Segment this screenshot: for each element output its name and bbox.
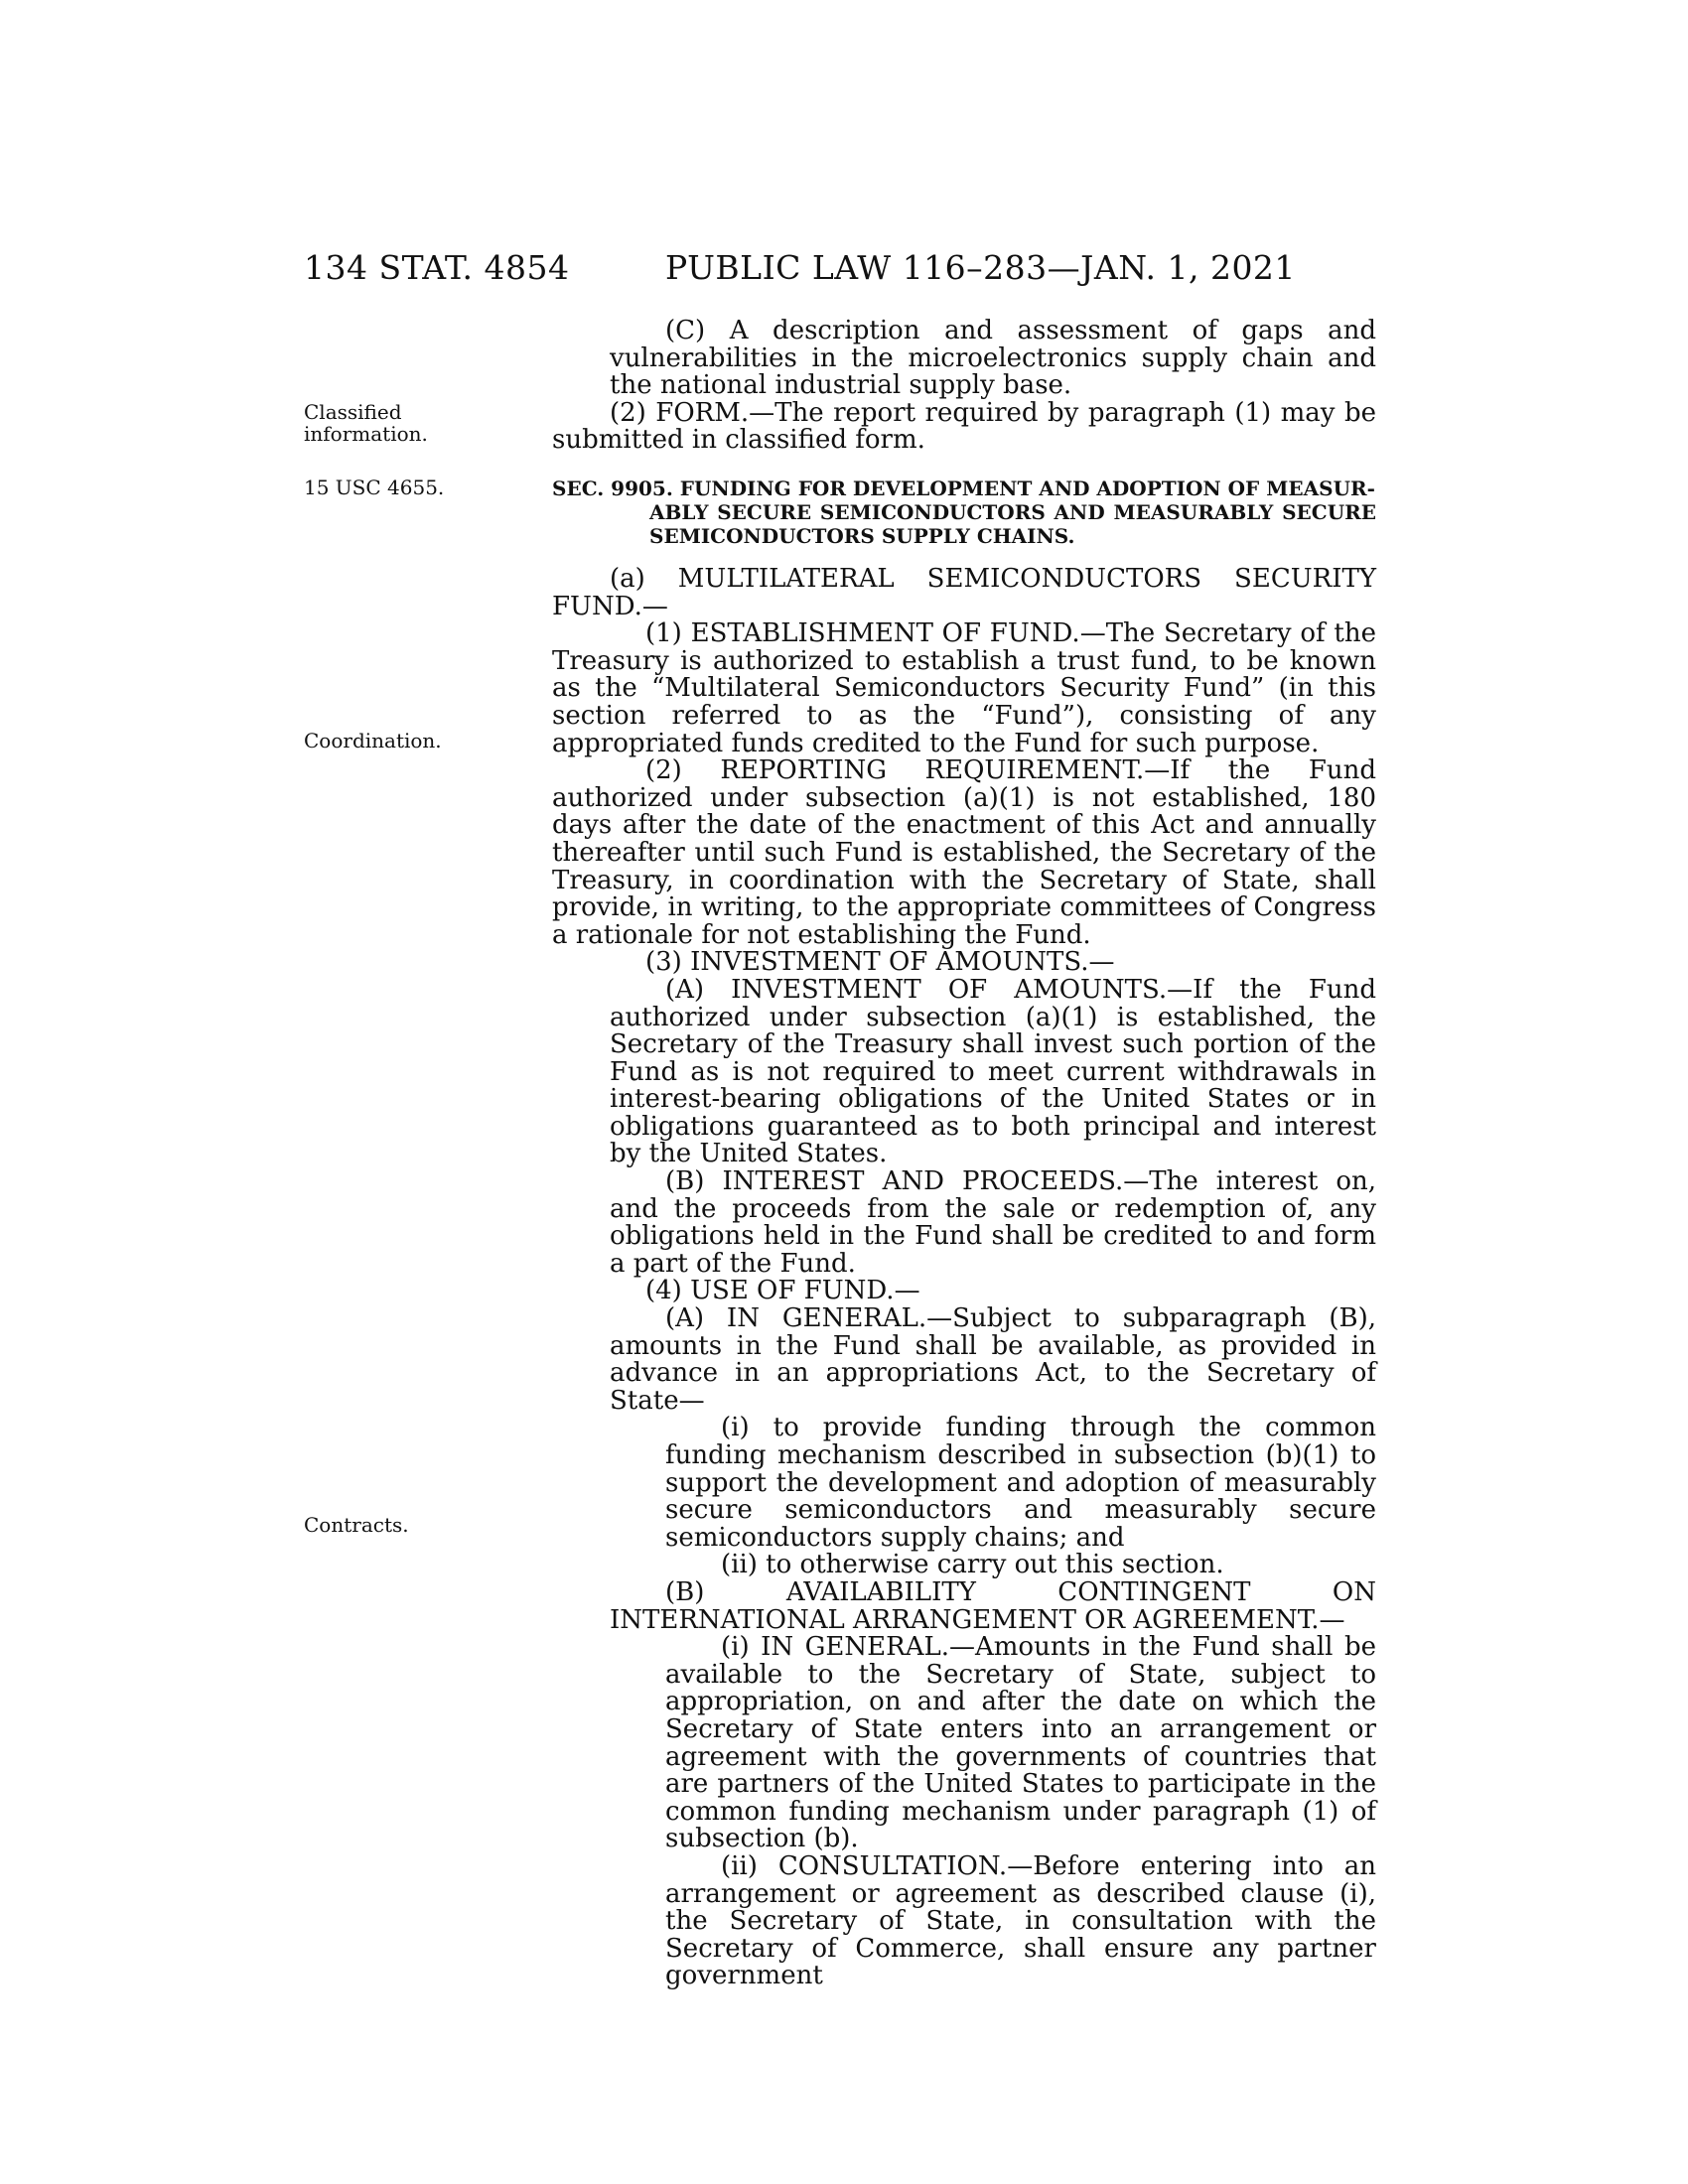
paragraph-a3: (3) INVESTMENT OF AMOUNTS.— [645, 947, 1115, 978]
paragraph-a1: (1) ESTABLISHMENT OF FUND.—The Secretary of the Treasury is authorized to establish a trust fund, to be known as the “Multilateral Semiconductors Security Fund” (in this section referred to as the “Fund”), consisting of any appropriated funds credited to the Fund for such purpose. [552, 618, 1376, 758]
section-heading-line2: ABLY SECURE SEMICONDUCTORS AND MEASURABLY SECURE SEMICONDUCTORS SUPPLY CHAINS. [649, 500, 1376, 548]
margin-note-coordination: Coordination. [304, 729, 442, 752]
section-heading-line1: SEC. 9905. FUNDING FOR DEVELOPMENT AND ADOPTION OF MEASUR- [552, 477, 1375, 500]
paragraph-a2: (2) REPORTING REQUIREMENT.—If the Fund authorized under subsection (a)(1) is not established, 180 days after the date of the enactment of this Act and annually thereafter until such Fund is established, the Secretary of the Treasury, in coordination with the Secretary of State, shall provide, in writing, to the appropriate committees of Congress a rationale for not establishing the Fund. [552, 755, 1376, 950]
margin-note-classified: Classified information. [304, 400, 428, 446]
paragraph-a4-B: (B) AVAILABILITY CONTINGENT ON INTERNATIONAL ARRANGEMENT OR AGREEMENT.— [610, 1576, 1376, 1635]
subsection-a-heading: (a) MULTILATERAL SEMICONDUCTORS SECURITY FUND.— [552, 564, 1376, 621]
paragraph-a4-A-i: (i) to provide funding through the common funding mechanism described in subsection (b)(1) to support the development and adoption of measurably secure semiconductors and measurably secure semiconductors supply chains; and [665, 1413, 1376, 1553]
paragraph-a4: (4) USE OF FUND.— [645, 1276, 920, 1306]
paragraph-a3-B: (B) INTEREST AND PROCEEDS.—The interest on, and the proceeds from the sale or redemption of, any obligations held in the Fund shall be credited to and form a part of the Fund. [610, 1166, 1376, 1279]
page-header-title: PUBLIC LAW 116–283—JAN. 1, 2021 [665, 248, 1296, 287]
paragraph-a4-B-ii: (ii) CONSULTATION.—Before entering into an arrangement or agreement as described clause (i), the Secretary of State, in consultation with the Secretary of Commerce, shall ensure any partner government [665, 1850, 1376, 1991]
paragraph-form: (2) FORM.—The report required by paragraph (1) may be submitted in classified form. [552, 397, 1376, 456]
section-heading [552, 477, 1376, 548]
margin-note-usc: 15 USC 4655. [304, 476, 445, 499]
document-body [552, 318, 1376, 455]
paragraph-c-description: (C) A description and assessment of gaps and vulnerabilities in the microelectronics supply chain and the national industrial supply base. [610, 316, 1376, 401]
margin-note-contracts: Contracts. [304, 1513, 409, 1537]
paragraph-a3-A: (A) INVESTMENT OF AMOUNTS.—If the Fund authorized under subsection (a)(1) is established, the Secretary of the Treasury shall invest such portion of the Fund as is not required to meet current withdrawals in interest-bearing obligations of the United States or in obligations guaranteed as to both principal and interest by the United States. [610, 974, 1376, 1169]
page-header-reference: 134 STAT. 4854 [304, 248, 570, 287]
paragraph-a4-B-i: (i) IN GENERAL.—Amounts in the Fund shall be available to the Secretary of State, subject to appropriation, on and after the date on which the Secretary of State enters into an arrangement or agreement with the governments of countries that are partners of the United States to participate in the common funding mechanism under paragraph (1) of subsection (b). [665, 1632, 1376, 1854]
section-body [552, 566, 1376, 1990]
paragraph-a4-A-ii: (ii) to otherwise carry out this section. [721, 1550, 1224, 1580]
paragraph-a4-A: (A) IN GENERAL.—Subject to subparagraph (B), amounts in the Fund shall be available, as provided in advance in an appropriations Act, to the Secretary of State— [610, 1303, 1376, 1416]
